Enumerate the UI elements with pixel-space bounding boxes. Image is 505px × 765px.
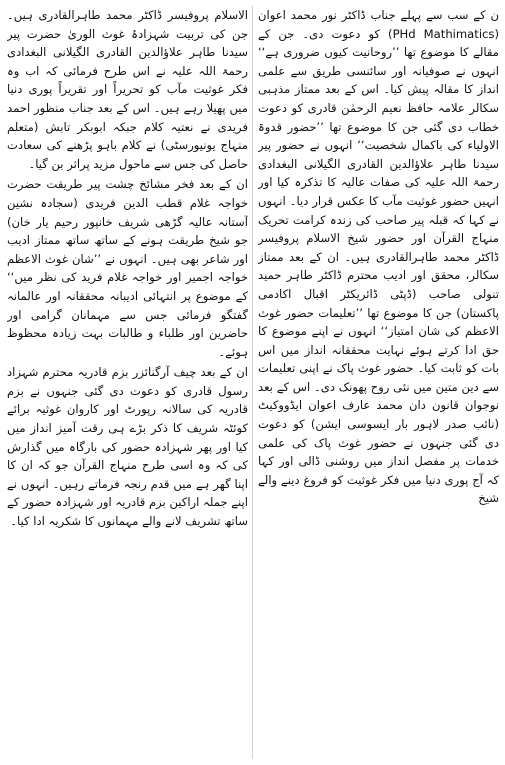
column-divider — [252, 6, 253, 759]
paragraph: الاسلام پروفیسر ڈاکٹر محمد طاہرالقادری ہیں۔ جن کی تربیت شہزادۂ غوث الوریٰ حضرت پیر سیدنا طاہر علاؤالدین القادری الگیلانی البغدادی رحمۃ اللہ علیہ نے اس طرح فرمائی کہ اب وہ فکر غوثیت مآب کو تحریراً اور تقریراً پوری دنیا میں پھیلا رہے ہیں۔ اس کے بعد جناب منظور احمد فریدی نے نعتیہ کلام جبکہ ابوبکر تابش (متعلم منہاج یونیورسٹی) نے کلام باہو پڑھنے کی سعادت حاصل کی جس سے ماحول مزید پراثر بن گیا۔ — [7, 8, 248, 171]
right-column — [258, 6, 499, 759]
paragraph: ان کے بعد فخر مشائخ چشت پیر طریقت حضرت خواجہ غلام قطب الدین فریدی (سجادہ نشین آستانہ عالیہ گڑھی شریف خانپور رحیم یار خان) جو شیخ طریقت ہونے کے ساتھ ساتھ ممتاز ادیب اور شاعر بھی ہیں۔ انہوں نے ’’شان غوث الاعظم خواجہ اجمیر اور خواجہ غلام فرید کی نظر میں‘‘ کے موضوع پر انتہائی ادیبانہ محققانہ اور عالمانہ گفتگو فرمائی جس سے مہمانان گرامی اور حاضرین اور طلباء و طالبات بہت زیادہ محظوظ ہوئے۔ — [7, 177, 248, 359]
paragraph: ن کے سب سے پہلے جناب ڈاکٹر نور محمد اعوان (PHd Mathimatics) کو دعوت دی۔ جن کے مقالے کا موضوع تھا ’’روحانیت کیوں ضروری ہے‘‘ انہوں نے صوفیانہ اور سائنسی طریق سے علمی انداز کا مقالہ پیش کیا۔ اس کے بعد ممتاز مذہبی سکالر علامہ حافظ نعیم الرحمٰن قادری کو دعوت خطاب دی گئی جن کا موضوع تھا ’’حضور قدوۃ الاولیاء کی باکمال شخصیت‘‘ انہوں نے حضور پیر سیدنا طاہر علاؤالدین القادری الگیلانی البغدادی رحمۃ اللہ علیہ کی صفات عالیہ کا تذکرہ کیا اور انہیں حضور غوثیت مآب کا عکس قرار دیا۔ انہوں نے کہا کہ قبلہ پیر صاحب کی زندہ کرامت تحریک منہاج القرآن اور حضور شیخ الاسلام پروفیسر ڈاکٹر محمد طاہرالقادری ہیں۔ ان کے بعد ممتاز سکالر، محقق اور ادیب محترم ڈاکٹر طاہر حمید تنولی صاحب (ڈپٹی ڈائریکٹر اقبال اکادمی پاکستان) جن کا موضوع تھا ’’تعلیمات حضور غوث الاعظم کی شان امتیاز‘‘ انہوں نے اپنے موضوع کا حق ادا کرتے ہوئے نہایت محققانہ انداز میں اس بات کو ثابت کیا۔ حضور غوث پاک نے اپنی تعلیمات سے دین متین میں نئی روح پھونک دی۔ اس کے بعد نوجوان قانون دان محمد عارف اعوان ایڈووکیٹ (نائب صدر لاہور بار ایسوسی ایشن) کو دعوت دی گئی جنہوں نے حضور غوث پاک کی علمی خدمات پر مفصل انداز میں روشنی ڈالی اور کہا کہ آج پوری دنیا میں فکر غوثیت کو فروغ دینے والے شیخ — [258, 8, 499, 506]
paragraph: ان کے بعد چیف آرگنائزر بزم قادریہ محترم شہزاد رسول قادری کو دعوت دی گئی جنہوں نے بزم قادریہ کی سالانہ رپورٹ اور کاروان غوثیہ برائے کوئٹہ شریف کا ذکر بڑے ہی رقت آمیز انداز میں کیا اور پھر شہزادہ حضور کی بارگاہ میں گذارش کی کہ وہ اسی طرح منہاج القرآن جو کہ ان کا اپنا گھر ہے میں قدم رنجہ فرماتے رہیں۔ انہوں نے اپنے جملہ اراکین بزم قادریہ اور شہزادہ حضور کے ساتھ تشریف لانے والے مہمانوں کا شکریہ ادا کیا۔ — [7, 365, 248, 529]
left-column — [7, 6, 248, 759]
